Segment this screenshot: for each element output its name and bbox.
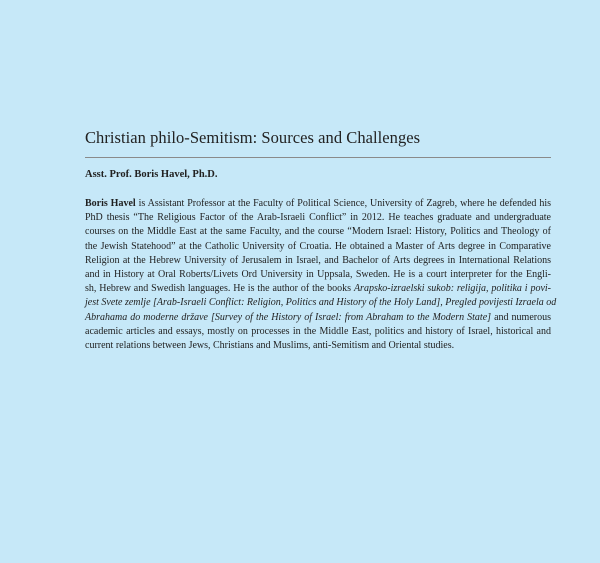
bio-line: [85, 339, 551, 353]
bio-text: is Assistant Professor at the Faculty of Political Science, University of Zagreb, where he defended his: [135, 198, 551, 209]
bio-line: [85, 282, 551, 296]
title-divider: [85, 157, 551, 158]
bio-author-name: Boris Havel: [85, 198, 136, 209]
bio-line: [85, 268, 551, 282]
bio-line: [85, 240, 551, 254]
bio-line: [85, 296, 557, 310]
bio-text: current relations between Jews, Christians and Muslims, anti-Semitism and Oriental studies.: [85, 340, 455, 352]
bio-text: courses on the Middle East at the same Faculty, and the course “Modern Israel: History, Politics and Theology of: [85, 226, 551, 238]
bio-text: Religion at the Hebrew University of Jerusalem in Israel, and Bachelor of Arts degrees in International Relations: [85, 254, 551, 266]
bio-text: PhD thesis “The Religious Factor of the Arab-Israeli Conflict” in 2012. He teaches graduate and undergraduate: [85, 212, 551, 224]
bio-line: [85, 325, 551, 339]
bio-line: [85, 311, 551, 325]
bio-text: and in History at Oral Roberts/Livets Ord University in Uppsala, Sweden. He is a court interpreter for the Engli-: [85, 269, 551, 281]
bio-book-title: Abrahama do moderne države [Survey of the History of Israel: from Abraham to the Modern State]: [85, 311, 492, 323]
bio-line: [85, 254, 551, 268]
bio-line: [85, 211, 551, 225]
bio-line: [85, 225, 551, 239]
bio-text: and numerous: [491, 311, 551, 323]
document-page: [85, 0, 557, 563]
author-line: Asst. Prof. Boris Havel, Ph.D.: [85, 169, 218, 180]
bio-book-title: jest Svete zemlje [Arab-Israeli Conflict: Religion, Politics and History of the Holy Land], Pregled povijesti Izraela od: [85, 297, 557, 309]
bio-text: sh, Hebrew and Swedish languages. He is the author of the books: [85, 283, 354, 295]
bio-line: [85, 197, 551, 211]
bio-text: academic articles and essays, mostly on processes in the Middle East, politics and history of Israel, historical and: [85, 325, 551, 337]
bio-book-title: Arapsko-izraelski sukob: religija, politika i povi-: [353, 283, 552, 295]
author-biography: [85, 197, 557, 353]
article-title: Christian philo-Semitism: Sources and Challenges: [85, 128, 421, 147]
bio-text: the Jewish Statehood” at the Catholic University of Croatia. He obtained a Master of Arts degree in Comparative: [85, 240, 551, 252]
